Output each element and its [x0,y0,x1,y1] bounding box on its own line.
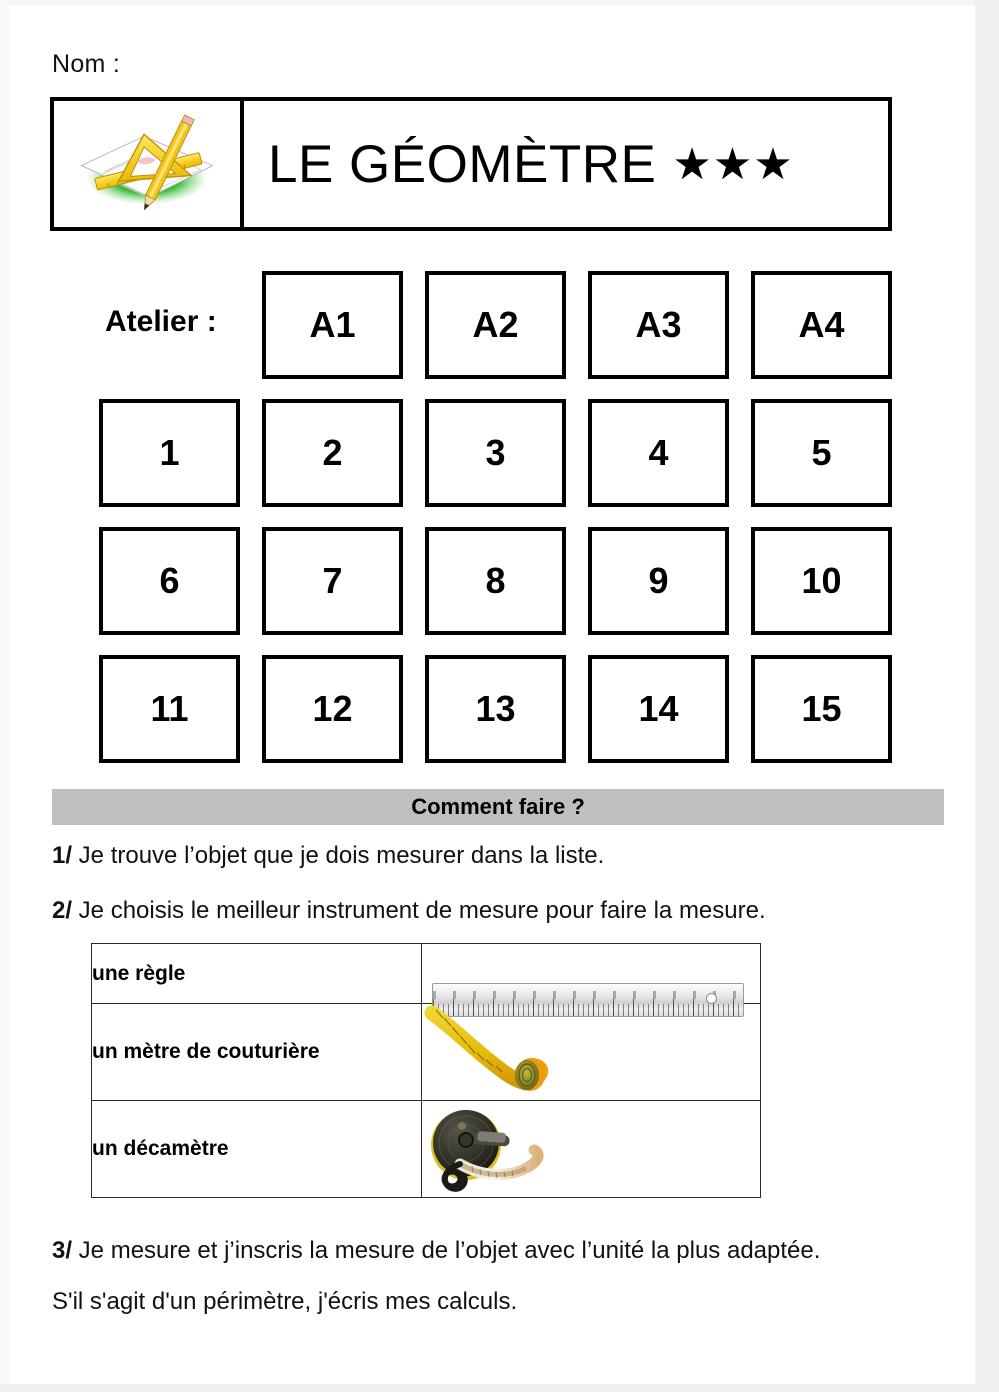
number-row-1 [99,399,896,512]
number-row-2 [99,527,896,640]
tool-image-sewing-tape-cell [422,1004,761,1101]
tool-name-ruler: une règle [92,944,422,1004]
number-box-8[interactable]: 8 [425,527,566,635]
number-box-13[interactable]: 13 [425,655,566,763]
number-box-4[interactable]: 4 [588,399,729,507]
title-text-cell [244,101,888,227]
step-1-number: 1/ [52,842,73,869]
page-edge-right [975,0,999,1392]
grid-spacer [99,271,240,379]
instruction-step-1 [52,842,604,870]
title-band [50,97,892,231]
geometry-tools-icon [54,101,240,224]
number-box-1[interactable]: 1 [99,399,240,507]
number-box-11[interactable]: 11 [99,655,240,763]
instruction-step-2 [52,897,766,925]
sewing-tape-measure-image [422,1005,760,1100]
number-box-10[interactable]: 10 [751,527,892,635]
number-box-14[interactable]: 14 [588,655,729,763]
number-box-2[interactable]: 2 [262,399,403,507]
table-row [92,1101,761,1198]
tool-name-sewing-tape: un mètre de couturière [92,1004,422,1101]
sewing-tape-icon [422,1005,760,1100]
step-2-text: Je choisis le meilleur instrument de mesure pour faire la mesure. [72,897,766,924]
number-box-12[interactable]: 12 [262,655,403,763]
page-edge-left [0,0,9,1392]
decameter-icon [422,1102,760,1197]
number-box-5[interactable]: 5 [751,399,892,507]
how-to-banner [52,789,944,825]
page-title: LE GÉOMÈTRE [268,134,657,194]
measuring-tools-table [91,943,761,1198]
number-box-6[interactable]: 6 [99,527,240,635]
number-box-9[interactable]: 9 [588,527,729,635]
ruler-hole [706,993,717,1004]
step-2-number: 2/ [52,897,73,924]
difficulty-stars: ★★★ [672,139,794,189]
table-row [92,1004,761,1101]
ruler-numbers [433,991,743,999]
title-icon-cell [54,101,244,227]
how-to-banner-label: Comment faire ? [411,794,585,819]
tool-name-decameter: un décamètre [92,1101,422,1198]
workshop-box-a1[interactable]: A1 [262,271,403,379]
table-row [92,944,761,1004]
workshop-box-a3[interactable]: A3 [588,271,729,379]
page-edge-bottom [0,1384,999,1392]
decameter-reel-image [422,1102,760,1197]
instruction-step-3 [52,1237,820,1265]
instruction-step-4: S'il s'agit d'un périmètre, j'écris mes calculs. [52,1288,518,1315]
name-label: Nom : [52,50,121,78]
number-box-15[interactable]: 15 [751,655,892,763]
workshop-row [99,271,896,384]
workshop-box-a2[interactable]: A2 [425,271,566,379]
tool-image-decameter-cell [422,1101,761,1198]
page-edge-top [0,0,999,6]
workshop-box-a4[interactable]: A4 [751,271,892,379]
atelier-grid [99,271,896,783]
number-box-7[interactable]: 7 [262,527,403,635]
step-3-number: 3/ [52,1237,73,1264]
tool-image-ruler-cell [422,944,761,1004]
step-3-text: Je mesure et j’inscris la mesure de l’objet avec l’unité la plus adaptée. [72,1237,821,1264]
atelier-label: Atelier : [105,305,217,338]
number-row-3 [99,655,896,768]
number-box-3[interactable]: 3 [425,399,566,507]
step-1-text: Je trouve l’objet que je dois mesurer dans la liste. [72,842,605,869]
